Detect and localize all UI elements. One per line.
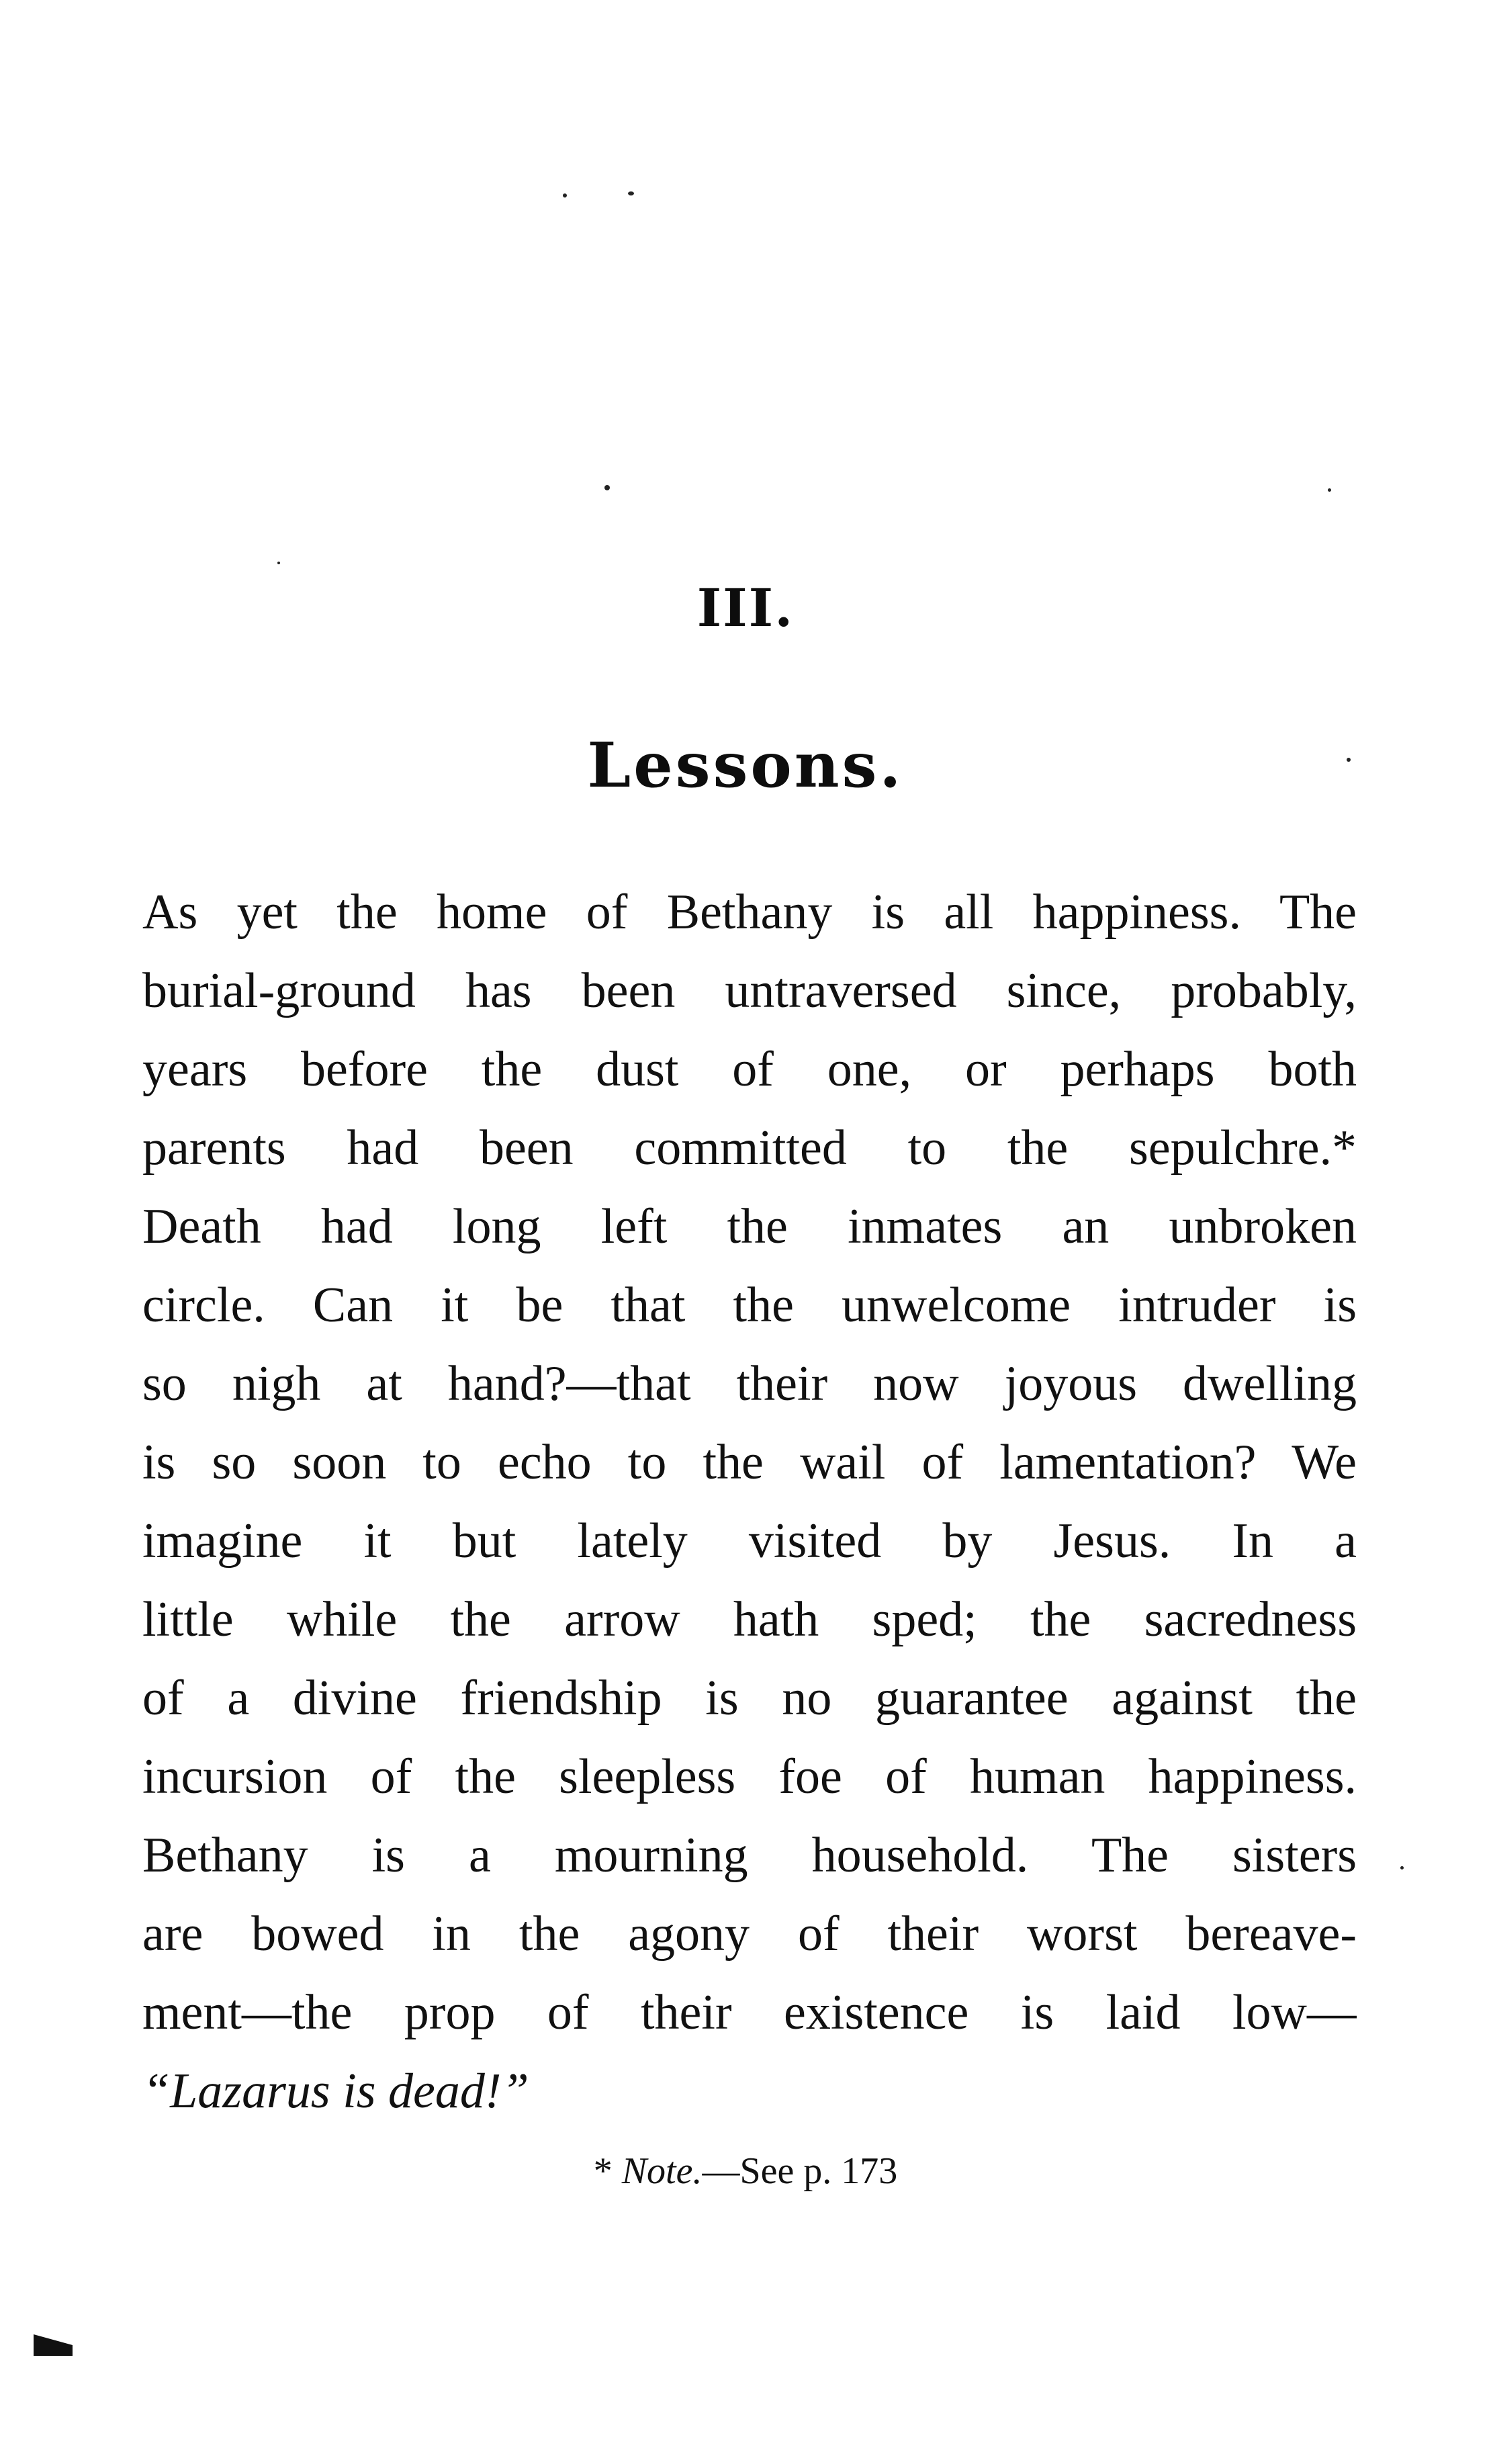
footnote-label: Note. bbox=[621, 2150, 703, 2192]
page-speck bbox=[277, 562, 280, 564]
text-line: parents had been committed to the sepulchre.* bbox=[142, 1120, 1357, 1176]
body-paragraph bbox=[142, 873, 1357, 2131]
page-speck bbox=[563, 193, 567, 197]
text-line: are bowed in the agony of their worst bereave- bbox=[142, 1906, 1357, 1962]
page-speck bbox=[1328, 488, 1331, 492]
text-line: As yet the home of Bethany is all happiness. The bbox=[142, 885, 1357, 940]
text-line: ment—the prop of their existence is laid low— bbox=[142, 1985, 1357, 2040]
footnote bbox=[0, 2150, 1491, 2193]
text-line: circle. Can it be that the unwelcome intruder is bbox=[142, 1278, 1357, 1333]
footnote-mark: * bbox=[593, 2150, 613, 2192]
page-corner-marker-icon bbox=[34, 2334, 73, 2356]
text-line: is so soon to echo to the wail of lamentation? We bbox=[142, 1435, 1357, 1490]
page-speck bbox=[628, 191, 634, 195]
text-line: years before the dust of one, or perhaps both bbox=[142, 1042, 1357, 1097]
page-speck bbox=[604, 485, 610, 490]
text-line-quote: “Lazarus is dead!” bbox=[142, 2064, 529, 2119]
text-line: Death had long left the inmates an unbroken bbox=[142, 1199, 1357, 1254]
text-line: little while the arrow hath sped; the sacredness bbox=[142, 1592, 1357, 1647]
text-line: of a divine friendship is no guarantee against the bbox=[142, 1671, 1357, 1726]
chapter-number: III. bbox=[696, 578, 795, 639]
text-line: incursion of the sleepless foe of human happiness. bbox=[142, 1749, 1357, 1804]
text-line: imagine it but lately visited by Jesus. In a bbox=[142, 1513, 1357, 1569]
page-speck bbox=[1400, 1866, 1404, 1869]
text-line: Bethany is a mourning household. The sisters bbox=[142, 1828, 1357, 1883]
chapter-title: Lessons. bbox=[587, 729, 904, 801]
text-line: so nigh at hand?—that their now joyous dwelling bbox=[142, 1356, 1357, 1411]
footnote-text: —See p. 173 bbox=[702, 2150, 898, 2192]
text-line: burial-ground has been untraversed since, probably, bbox=[142, 963, 1357, 1018]
